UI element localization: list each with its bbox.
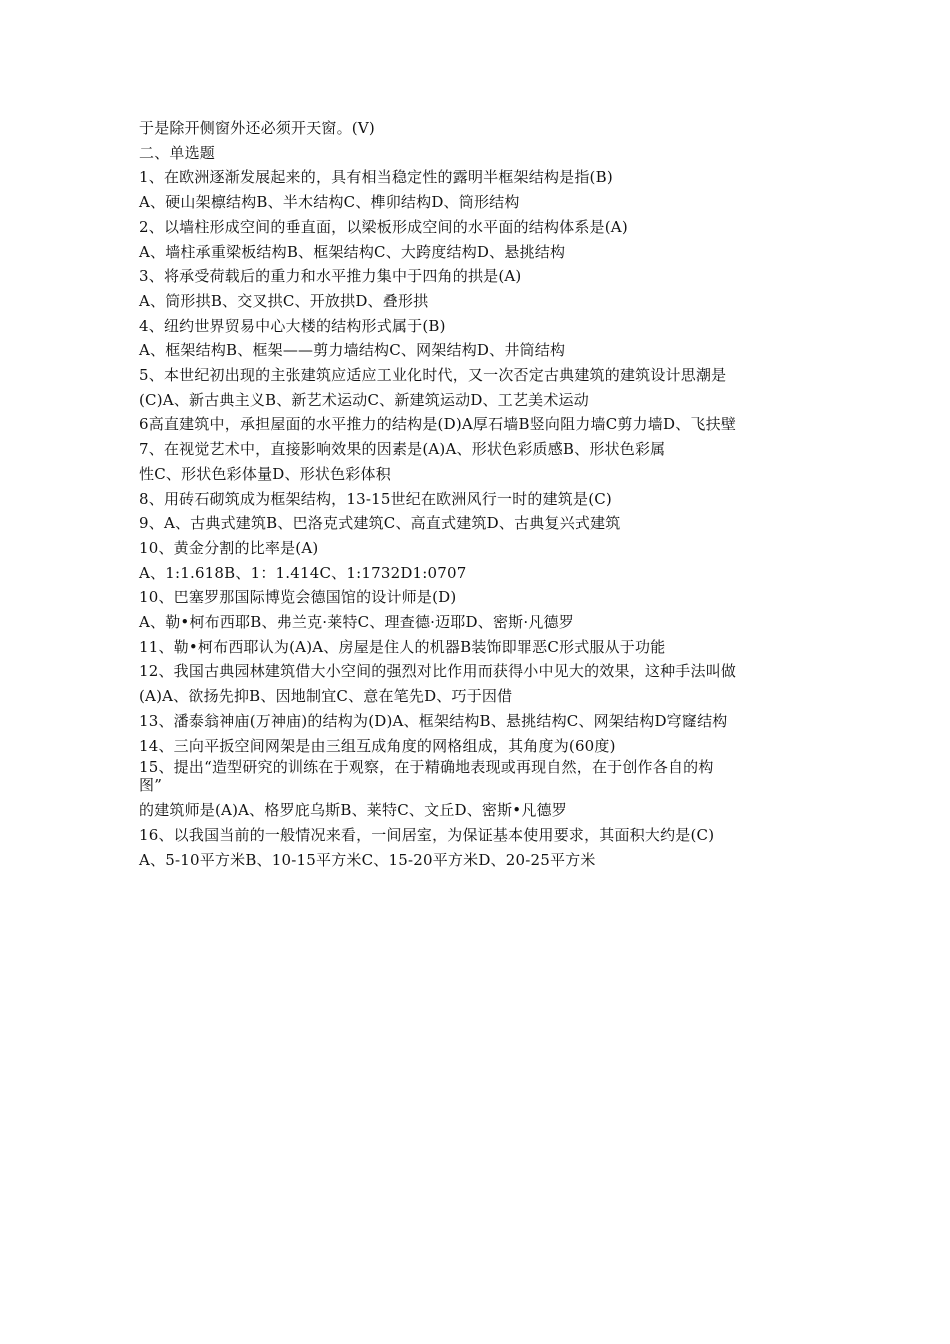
question-line: 6高直建筑中，承担屋面的水平推力的结构是(D)A厚石墙B竖向阻力墙C剪力墙D、飞扶壁 (139, 415, 737, 434)
question-line: 13、潘泰翁神庙(万神庙)的结构为(D)A、框架结构B、悬挑结构C、网架结构D穹窿结构 (139, 711, 728, 730)
options-line: (A)A、欲扬先抑B、因地制宜C、意在笔先D、巧于因借 (139, 687, 513, 706)
question-line: 10、黄金分割的比率是(A) (139, 538, 319, 557)
options-line: A、1:1.618B、1：1.414C、1:1732D1:0707 (139, 563, 467, 582)
options-line: 的建筑师是(A)A、格罗庇乌斯B、莱特C、文丘D、密斯•凡德罗 (139, 801, 567, 820)
question-line: 12、我国古典园林建筑借大小空间的强烈对比作用而获得小中见大的效果，这种手法叫做 (139, 662, 737, 681)
options-line: 9、A、古典式建筑B、巴洛克式建筑C、高直式建筑D、古典复兴式建筑 (139, 514, 621, 533)
question-line: 14、三向平扳空间网架是由三组互成角度的网格组成，其角度为(60度) (139, 736, 616, 755)
options-line: A、框架结构B、框架——剪力墙结构C、网架结构D、井筒结构 (139, 341, 566, 360)
options-line: A、筒形拱B、交叉拱C、开放拱D、叠形拱 (139, 291, 429, 310)
question-line: 5、本世纪初出现的主张建筑应适应工业化时代，又一次否定古典建筑的建筑设计思潮是 (139, 366, 727, 385)
question-line: 1、在欧洲逐渐发展起来的，具有相当稳定性的露明半框架结构是指(B) (139, 168, 613, 187)
options-line: A、勒•柯布西耶B、弗兰克·莱特C、理查德·迈耶D、密斯·凡德罗 (139, 613, 574, 632)
question-line: 2、以墙柱形成空间的垂直面，以梁板形成空间的水平面的结构体系是(A) (139, 217, 628, 236)
question-line: 7、在视觉艺术中，直接影响效果的因素是(A)A、形状色彩质感B、形状色彩属 (139, 440, 666, 459)
question-line: 16、以我国当前的一般情况来看，一间居室，为保证基本使用要求，其面积大约是(C) (139, 825, 715, 844)
question-line: 15、提出“造型研究的训练在于观察，在于精确地表现或再现自然，在于创作各自的构 (139, 758, 714, 777)
question-line: 10、巴塞罗那国际博览会德国馆的设计师是(D) (139, 588, 457, 607)
options-line: 性C、形状色彩体量D、形状色彩体积 (139, 464, 391, 483)
question-line: 8、用砖石砌筑成为框架结构，13-15世纪在欧洲风行一时的建筑是(C) (139, 489, 612, 508)
question-line-continued: 图” (139, 776, 163, 795)
text-line: 于是除开侧窗外还必须开天窗。(V) (139, 119, 375, 137)
section-heading: 二、单选题 (139, 143, 216, 162)
options-line: A、5-10平方米B、10-15平方米C、15-20平方米D、20-25平方米 (139, 850, 596, 869)
question-line: 4、纽约世界贸易中心大楼的结构形式属于(B) (139, 316, 446, 335)
question-line: 3、将承受荷载后的重力和水平推力集中于四角的拱是(A) (139, 267, 522, 286)
options-line: A、硬山架檩结构B、半木结构C、榫卯结构D、筒形结构 (139, 193, 520, 212)
document-body (139, 116, 829, 872)
options-line: A、墙柱承重梁板结构B、框架结构C、大跨度结构D、悬挑结构 (139, 242, 566, 261)
question-line: 11、勒•柯布西耶认为(A)A、房屋是住人的机器B装饰即罪恶C形式服从于功能 (139, 637, 666, 656)
options-line: (C)A、新古典主义B、新艺术运动C、新建筑运动D、工艺美术运动 (139, 390, 589, 409)
